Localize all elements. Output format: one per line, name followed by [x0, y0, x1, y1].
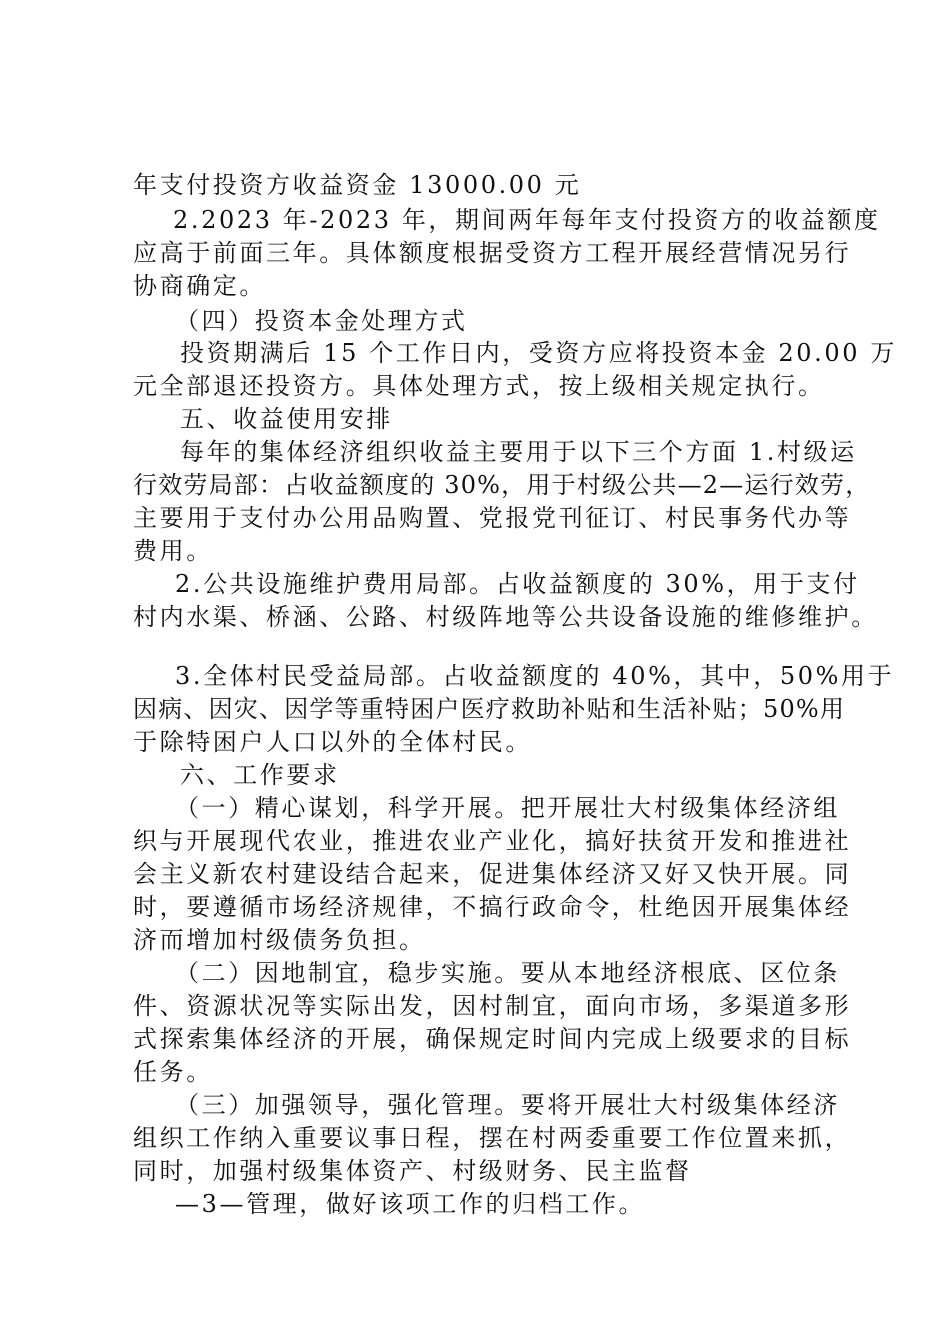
- text-line: 任务。: [133, 1058, 213, 1086]
- section-heading: （四）投资本金处理方式: [175, 307, 468, 335]
- text-line: 应高于前面三年。具体额度根据受资方工程开展经营情况另行: [133, 239, 852, 267]
- text-line: 组织工作纳入重要议事日程，摆在村两委重要工作位置来抓，: [133, 1124, 852, 1152]
- text-line: 同时，加强村级集体资产、村级财务、民主监督: [133, 1157, 692, 1185]
- section-heading: 五、收益使用安排: [180, 405, 393, 433]
- text-line: 年支付投资方收益资金 13000.00 元: [133, 171, 582, 199]
- text-line: 时，要遵循市场经济规律，不搞行政命令，杜绝因开展集体经: [133, 893, 852, 921]
- text-line: 式探索集体经济的开展，确保规定时间内完成上级要求的目标: [133, 1025, 852, 1053]
- text-line: 因病、因灾、因学等重特困户医疗救助补贴和生活补贴；50%用: [133, 695, 846, 723]
- text-line: 协商确定。: [133, 272, 266, 300]
- text-line: 行效劳局部：占收益额度的 30%，用于村级公共—2—运行效劳，: [133, 471, 871, 499]
- text-line: 每年的集体经济组织收益主要用于以下三个方面 1.村级运: [180, 438, 857, 466]
- text-line: 于除特困户人口以外的全体村民。: [133, 728, 532, 756]
- text-line: （一）精心谋划，科学开展。把开展壮大村级集体经济组: [175, 794, 840, 822]
- text-line: 元全部退还投资方。具体处理方式，按上级相关规定执行。: [133, 372, 825, 400]
- text-line: 费用。: [133, 537, 213, 565]
- text-line: 会主义新农村建设结合起来，促进集体经济又好又快开展。同: [133, 860, 852, 888]
- text-line: 主要用于支付办公用品购置、党报党刊征订、村民事务代办等: [133, 504, 852, 532]
- text-line: 件、资源状况等实际出发，因村制宜，面向市场，多渠道多形: [133, 992, 852, 1020]
- text-line: 济而增加村级债务负担。: [133, 926, 426, 954]
- text-line: 2.公共设施维护费用局部。占收益额度的 30%，用于支付: [175, 570, 860, 598]
- text-line: 织与开展现代农业，推进农业产业化，搞好扶贫开发和推进社: [133, 827, 852, 855]
- text-line: （二）因地制宜，稳步实施。要从本地经济根底、区位条: [175, 959, 840, 987]
- text-line: 投资期满后 15 个工作日内，受资方应将投资本金 20.00 万: [180, 339, 897, 367]
- text-line: 2.2023 年-2023 年，期间两年每年支付投资方的收益额度: [173, 206, 881, 234]
- section-heading: 六、工作要求: [180, 761, 340, 789]
- text-line: （三）加强领导，强化管理。要将开展壮大村级集体经济: [175, 1091, 840, 1119]
- text-line: 3.全体村民受益局部。占收益额度的 40%，其中，50%用于: [175, 662, 895, 690]
- text-line: 村内水渠、桥涵、公路、村级阵地等公共设备设施的维修维护。: [133, 603, 878, 631]
- page-number-line: —3—管理，做好该项工作的归档工作。: [175, 1190, 646, 1218]
